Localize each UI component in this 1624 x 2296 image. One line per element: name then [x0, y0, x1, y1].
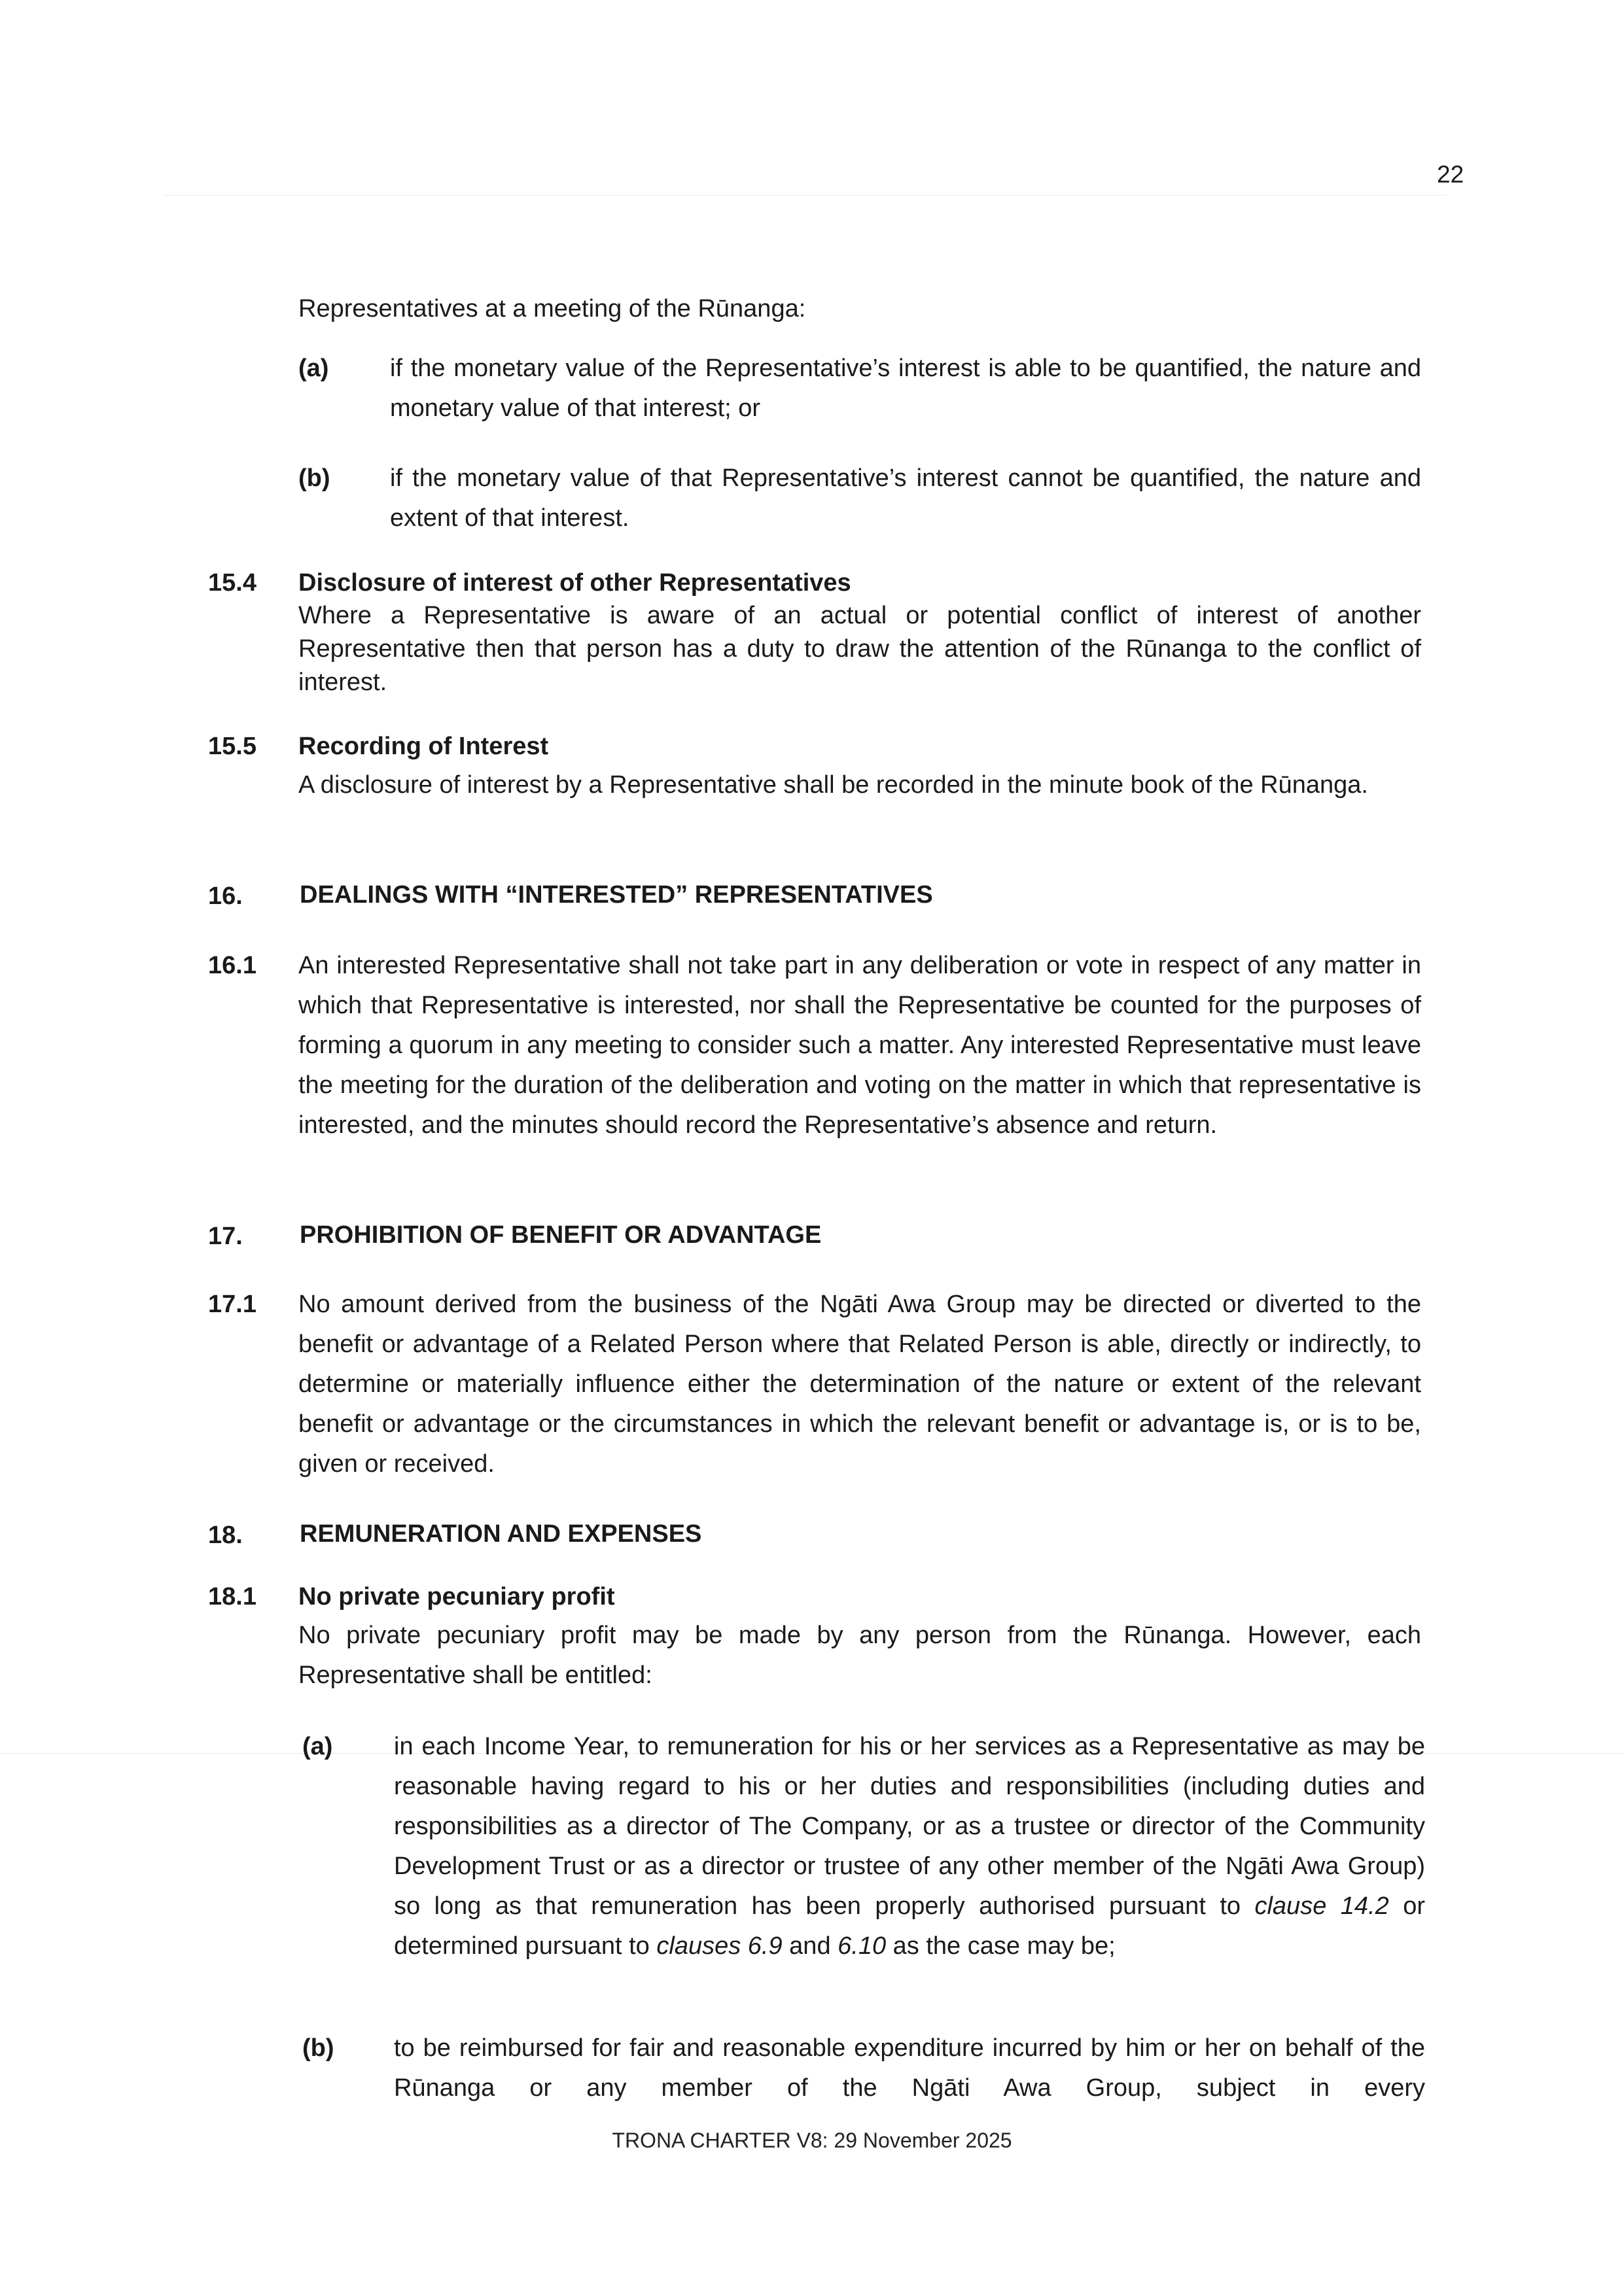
clause-reference: clause 14.2 — [1254, 1892, 1389, 1920]
item-text: in each Income Year, to remuneration for his or her services as a Representative as may be reasonable having regard to his or her duties and responsibilities (including duties and responsibilities as a director of The Company, or as a trustee or director of the Community Development Trust or as a director or trustee of any other member of the Ngāti Awa Group) so long as that remuneration has been properly authorised pursuant to clause 14.2 or determined pursuant to clauses 6.9 and 6.10 as the case may be; — [394, 1733, 1425, 1960]
section-heading: Recording of Interest — [298, 733, 549, 760]
page-footer: TRONA CHARTER V8: 29 November 2025 — [612, 2129, 1012, 2152]
section-number: 18.1 — [208, 1583, 256, 1610]
item-text: to be reimbursed for fair and reasonable expenditure incurred by him or her on behalf of the Rūnanga or any member of the Ngāti Awa Group, subject in every — [394, 2034, 1425, 2102]
section-text: A disclosure of interest by a Representative shall be recorded in the minute book of the Rūnanga. — [298, 771, 1368, 799]
section-text: No private pecuniary profit may be made by any person from the Rūnanga. However, each Representative shall be entitled: — [298, 1622, 1421, 1689]
section-number: 15.5 — [208, 733, 256, 760]
section-text: An interested Representative shall not take part in any deliberation or vote in respect of any matter in which that Representative is interested, nor shall the Representative be counted for the purposes of forming a quorum in any meeting to consider such a matter. Any interested Representative must leave the meeting for the duration of the deliberation and voting on the matter in which that representative is interested, and the minutes should record the Representative’s absence and return. — [298, 952, 1421, 1139]
section-text: Where a Representative is aware of an actual or potential conflict of interest of another Representative then that person has a duty to draw the attention of the Rūnanga to the conflict of interest. — [298, 602, 1421, 696]
clause-heading: PROHIBITION OF BENEFIT OR ADVANTAGE — [300, 1221, 822, 1249]
section-heading: Disclosure of interest of other Representatives — [298, 569, 851, 597]
section-text: No amount derived from the business of the Ngāti Awa Group may be directed or diverted to the benefit or advantage of a Related Person where that Related Person is able, directly or indirectly, to determine or materially influence either the determination of the nature or extent of the relevant benefit or advantage or the circumstances in which the relevant benefit or advantage is, or is to be, given or received. — [298, 1291, 1421, 1478]
item-label: (b) — [298, 464, 330, 492]
item-label: (a) — [302, 1733, 333, 1760]
item-text: if the monetary value of that Representative’s interest cannot be quantified, the nature and extent of that interest. — [390, 464, 1421, 532]
clause-heading: DEALINGS WITH “INTERESTED” REPRESENTATIVES — [300, 881, 933, 909]
item-text: if the monetary value of the Representative’s interest is able to be quantified, the nature and monetary value of that interest; or — [390, 355, 1421, 422]
clause-reference: 6.10 — [838, 1932, 887, 1960]
section-number: 17.1 — [208, 1291, 256, 1318]
clause-number: 17. — [208, 1223, 243, 1250]
page-number: 22 — [1437, 161, 1464, 188]
clause-number: 16. — [208, 882, 243, 910]
section-number: 15.4 — [208, 569, 256, 597]
section-heading: No private pecuniary profit — [298, 1583, 615, 1610]
intro-text: Representatives at a meeting of the Rūnanga: — [298, 295, 806, 322]
clause-heading: REMUNERATION AND EXPENSES — [300, 1520, 702, 1548]
item-label: (b) — [302, 2034, 334, 2062]
clause-reference: clauses 6.9 — [656, 1932, 783, 1960]
item-label: (a) — [298, 355, 329, 382]
section-number: 16.1 — [208, 952, 256, 979]
header-rule — [164, 195, 1446, 196]
clause-number: 18. — [208, 1522, 243, 1549]
